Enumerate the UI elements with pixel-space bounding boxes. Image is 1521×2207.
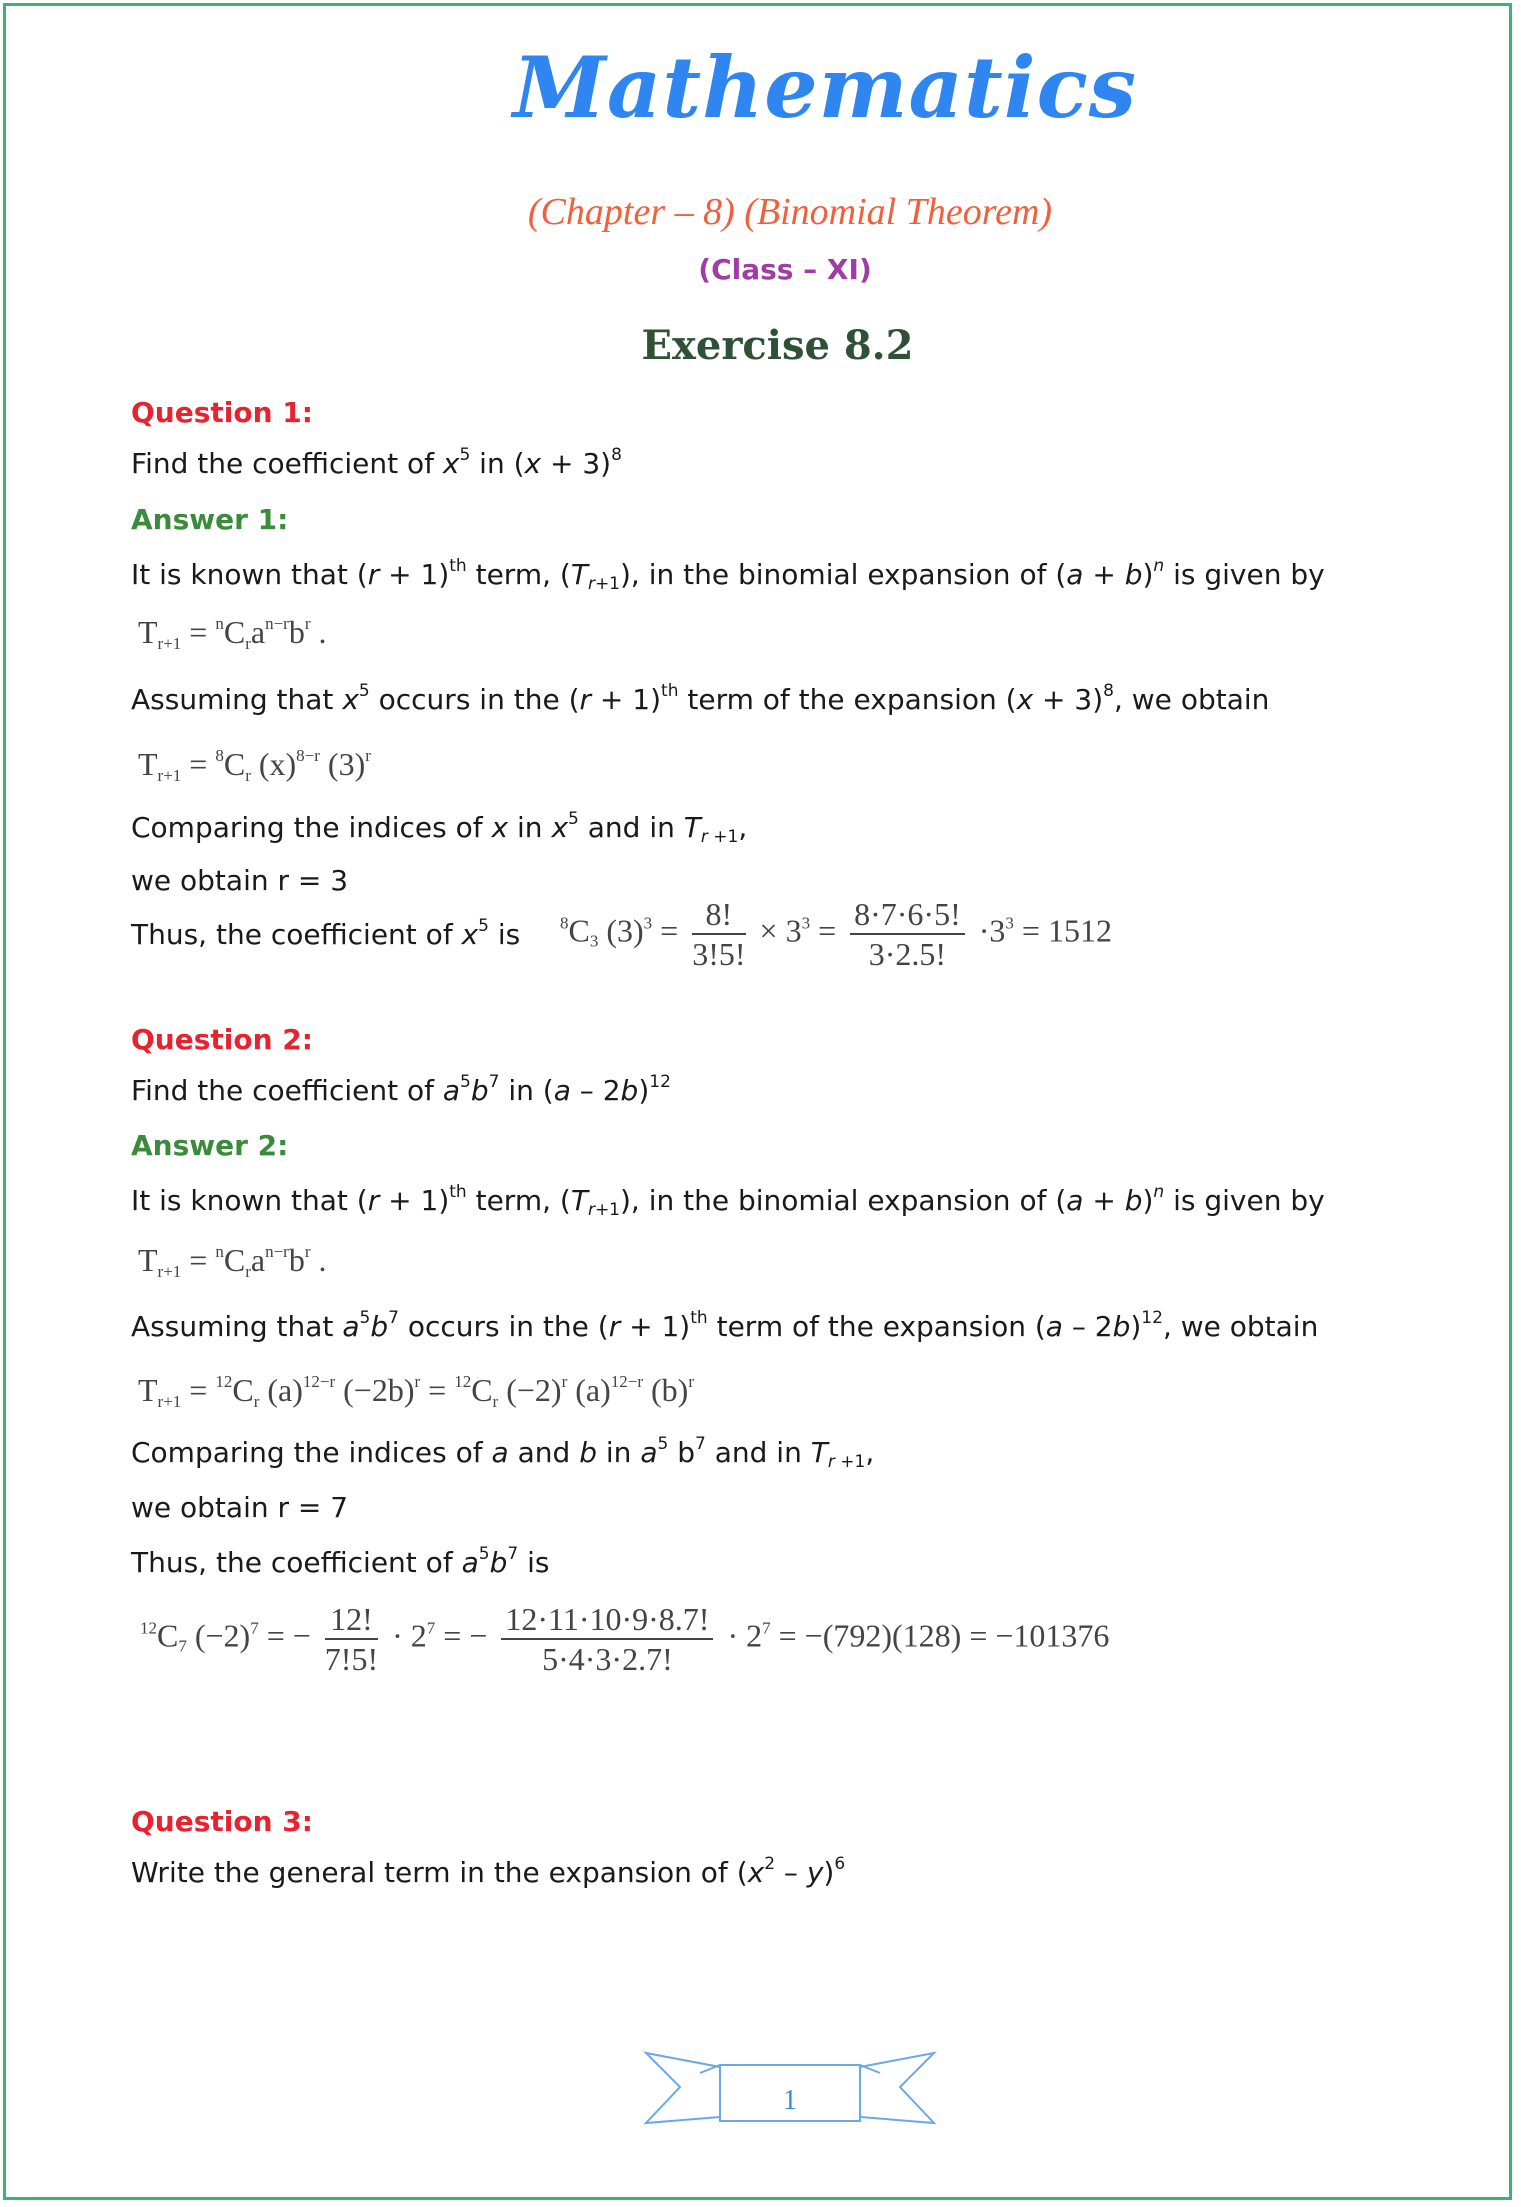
question-1-label: Question 1:	[131, 396, 313, 429]
answer-2-compare: Comparing the indices of a and b in $a^5$ $b^7$ and in $T_{r +1}$,	[131, 1434, 875, 1472]
answer-2-assume: Assuming that $a^5b^7$ occurs in the $(r + 1)^{th}$ term of the expansion (a – 2b)$^{12}$, we obtain	[131, 1308, 1319, 1343]
answer-2-r-value: we obtain r = 7	[131, 1491, 349, 1524]
page-title: Mathematics	[512, 38, 1138, 137]
coefficient-calc-1: $^8C_3$ $(3)^3$ = $\frac{8!}{3!5!}$ × $3^3$ = $\frac{8\cdot 7\cdot 6\cdot 5!}{3\cdot 2.5!}$ $\cdot 3^3 = 1512$	[560, 896, 1112, 972]
answer-2-label: Answer 2:	[131, 1129, 289, 1162]
page-number: 1	[783, 2085, 797, 2116]
answer-1-r-value: we obtain r = 3	[131, 864, 349, 897]
class-heading: (Class – XI)	[698, 253, 872, 286]
question-3-text: Write the general term in the expansion of $(x^2 - y)^6$	[131, 1854, 846, 1889]
general-term-formula-2: $T_{r+1} = ^nC_ra^{n-r}b^r$ .	[138, 1242, 327, 1281]
answer-1-thus: Thus, the coefficient of $x^5$ is	[131, 916, 521, 951]
question-2-label: Question 2:	[131, 1023, 313, 1056]
answer-1-intro: It is known that $(r + 1)^{th}$ term, $(T_{r+1})$, in the binomial expansion of $(a + b)^n$ is given by	[131, 556, 1325, 594]
question-3-label: Question 3:	[131, 1805, 313, 1838]
answer-1-compare: Comparing the indices of x in $x^5$ and in $T_{r +1}$,	[131, 809, 748, 847]
general-term-formula-1: $T_{r+1} = ^nC_ra^{n-r}b^r$ .	[138, 614, 327, 653]
question-1-text: Find the coefficient of $x^5$ in $(x + 3)^8$	[131, 445, 622, 480]
coefficient-calc-2: $^{12}C_7$ $(-2)^7$ = − $\frac{12!}{7!5!}$ · $2^7$ = − $\frac{12\cdot 11\cdot 10\cdot 9\cdot 8.7!}{5\cdot 4\cdot 3\cdot 2.7!}$ · $2^7 = -(792)(128) = -101376$	[140, 1601, 1110, 1677]
result-2: −101376	[995, 1617, 1110, 1654]
answer-1-label: Answer 1:	[131, 503, 289, 536]
result-1: 1512	[1047, 912, 1112, 949]
expansion-term-1: $T_{r+1} = ^8C_r$ $(x)^{8-r}$ $(3)^r$	[138, 746, 371, 785]
expansion-term-2: $T_{r+1} = ^{12}C_r$ $(a)^{12-r}$ $(-2b)^r = ^{12}C_r$ $(-2)^r$ $(a)^{12-r}$ $(b)^r$	[138, 1372, 694, 1411]
answer-2-thus: Thus, the coefficient of $a^5b^7$ is	[131, 1544, 550, 1579]
answer-2-intro: It is known that $(r + 1)^{th}$ term, $(T_{r+1})$, in the binomial expansion of $(a + b)^n$ is given by	[131, 1182, 1325, 1220]
chapter-heading: (Chapter – 8) (Binomial Theorem)	[527, 191, 1053, 233]
question-2-text: Find the coefficient of $a^5b^7$ in (a – 2b)$^{12}$	[131, 1072, 671, 1107]
exercise-heading: Exercise 8.2	[641, 322, 914, 369]
answer-1-assume: Assuming that $x^5$ occurs in the $(r + 1)^{th}$ term of the expansion $(x + 3)^8$, we obtain	[131, 681, 1270, 716]
